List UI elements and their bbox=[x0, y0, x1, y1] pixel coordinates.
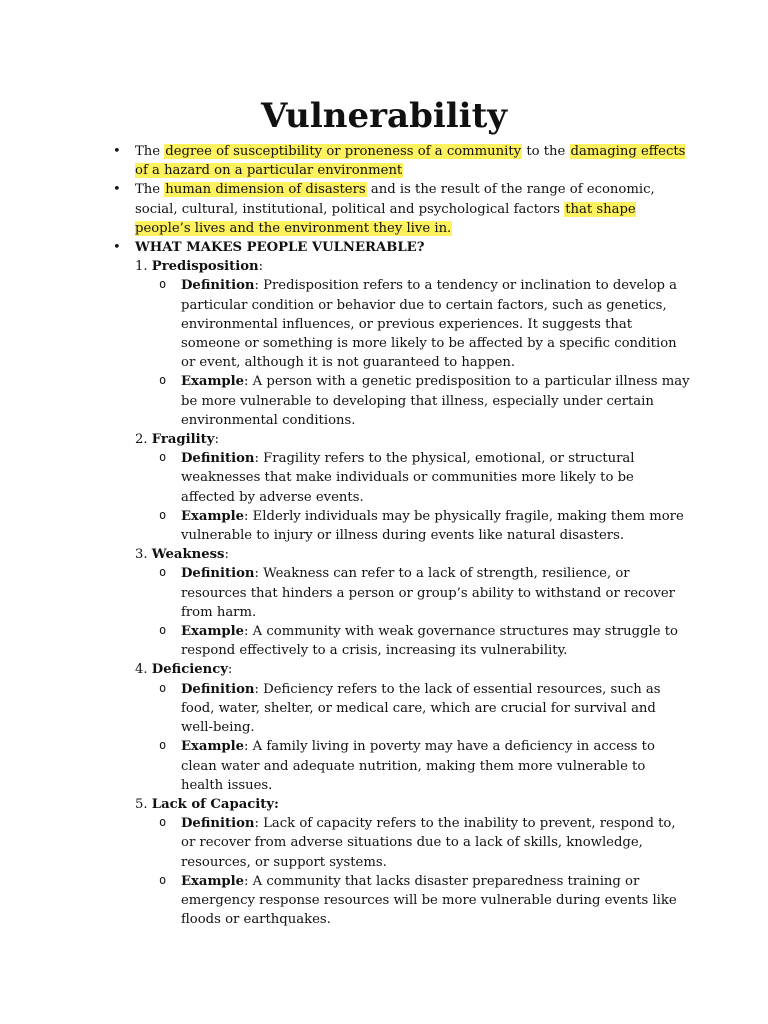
example-text: : A community with weak governance structures may struggle to respond effectively to a crisis, increasing its vulnerability. bbox=[181, 624, 678, 659]
bullet-item-1 bbox=[110, 142, 690, 180]
sub-list bbox=[135, 814, 690, 929]
definition-text: : Lack of capacity refers to the inability to prevent, respond to, or recover from adverse situations due to a lack of skills, knowledge, resources, or support systems. bbox=[181, 816, 676, 870]
bullet-list bbox=[110, 142, 690, 257]
example-label: Example bbox=[181, 739, 245, 755]
example-item bbox=[181, 372, 690, 430]
item-heading bbox=[135, 795, 690, 814]
example-label: Example bbox=[181, 374, 245, 390]
text-run: and is the result of the range of economic, social, cultural, institutional, political and psychological factors bbox=[135, 182, 655, 217]
list-item-lack-of-capacity bbox=[135, 795, 690, 929]
item-heading bbox=[135, 545, 690, 564]
bullet-item-2 bbox=[110, 180, 690, 238]
highlighted-text: damaging effects of a hazard on a particular environment bbox=[135, 144, 686, 179]
document-body bbox=[110, 142, 690, 929]
section-heading: WHAT MAKES PEOPLE VULNERABLE? bbox=[135, 240, 425, 256]
highlighted-text: human dimension of disasters bbox=[165, 182, 366, 198]
sub-list bbox=[135, 680, 690, 795]
example-label: Example bbox=[181, 624, 245, 640]
definition-item bbox=[181, 276, 690, 372]
page-title: Vulnerability bbox=[260, 96, 508, 136]
list-item-predisposition bbox=[135, 257, 690, 430]
sub-list bbox=[135, 449, 690, 545]
item-term: Predisposition bbox=[151, 259, 259, 275]
example-item bbox=[181, 872, 690, 930]
item-suffix: : bbox=[227, 662, 233, 678]
bullet-item-3 bbox=[110, 238, 690, 257]
item-term: Lack of Capacity: bbox=[151, 796, 279, 812]
sub-list bbox=[135, 276, 690, 430]
definition-label: Definition bbox=[181, 681, 255, 697]
list-item-deficiency bbox=[135, 660, 690, 794]
definition-label: Definition bbox=[181, 278, 255, 294]
item-number: 1. bbox=[135, 259, 148, 275]
example-item bbox=[181, 622, 690, 660]
example-text: : A person with a genetic predisposition to a particular illness may be more vulnerable to developing that illness, especially under certain environmental conditions. bbox=[181, 374, 690, 428]
example-label: Example bbox=[181, 508, 245, 524]
sub-list bbox=[135, 564, 690, 660]
item-number: 2. bbox=[135, 432, 148, 448]
list-item-weakness bbox=[135, 545, 690, 660]
numbered-list bbox=[110, 257, 690, 929]
item-heading bbox=[135, 257, 690, 276]
definition-text: : Deficiency refers to the lack of essential resources, such as food, water, shelter, or medical care, which are crucial for survival and well-being. bbox=[181, 681, 661, 736]
example-text: : A community that lacks disaster preparedness training or emergency response resources will be more vulnerable during events like floods or earthquakes. bbox=[181, 873, 677, 928]
definition-label: Definition bbox=[181, 816, 255, 832]
item-number: 3. bbox=[135, 547, 148, 563]
example-item bbox=[181, 737, 690, 795]
example-item bbox=[181, 507, 690, 545]
text-run: The bbox=[135, 182, 165, 198]
list-item-fragility bbox=[135, 430, 690, 545]
item-suffix: : bbox=[214, 432, 219, 448]
item-number: 5. bbox=[135, 796, 148, 812]
definition-text: : Predisposition refers to a tendency or inclination to develop a particular condition or behavior due to certain factors, such as genetics, environmental influences, or previous experiences. It suggests that someone or something is more likely to be affected by a specific condition or event, although it is not guaranteed to happen. bbox=[181, 278, 678, 371]
highlighted-text: degree of susceptibility or proneness of a community bbox=[165, 144, 522, 159]
item-number: 4. bbox=[135, 662, 148, 678]
example-label: Example bbox=[181, 873, 245, 889]
definition-label: Definition bbox=[181, 566, 255, 582]
text-run: to the bbox=[522, 144, 570, 159]
definition-item bbox=[181, 680, 690, 738]
example-text: : A family living in poverty may have a deficiency in access to clean water and adequate nutrition, making them more vulnerable to health issues. bbox=[181, 739, 655, 793]
definition-item bbox=[181, 449, 690, 507]
item-term: Fragility bbox=[151, 432, 215, 448]
definition-label: Definition bbox=[181, 451, 255, 467]
item-heading bbox=[135, 430, 690, 449]
item-term: Deficiency bbox=[151, 662, 228, 678]
definition-item bbox=[181, 564, 690, 622]
item-suffix: : bbox=[258, 259, 264, 275]
item-term: Weakness bbox=[151, 547, 225, 563]
highlighted-text: that shape people’s lives and the environment they live in. bbox=[135, 201, 636, 236]
definition-text: : Fragility refers to the physical, emotional, or structural weaknesses that make individuals or communities more likely to be affected by adverse events. bbox=[181, 451, 635, 505]
example-text: : Elderly individuals may be physically fragile, making them more vulnerable to injury or illness during events like natural disasters. bbox=[181, 508, 684, 544]
definition-item bbox=[181, 814, 690, 872]
definition-text: : Weakness can refer to a lack of strength, resilience, or resources that hinders a person or group’s ability to withstand or recover from harm. bbox=[181, 566, 675, 620]
item-suffix: : bbox=[224, 547, 229, 563]
text-run: The bbox=[135, 144, 165, 159]
item-heading bbox=[135, 660, 690, 679]
